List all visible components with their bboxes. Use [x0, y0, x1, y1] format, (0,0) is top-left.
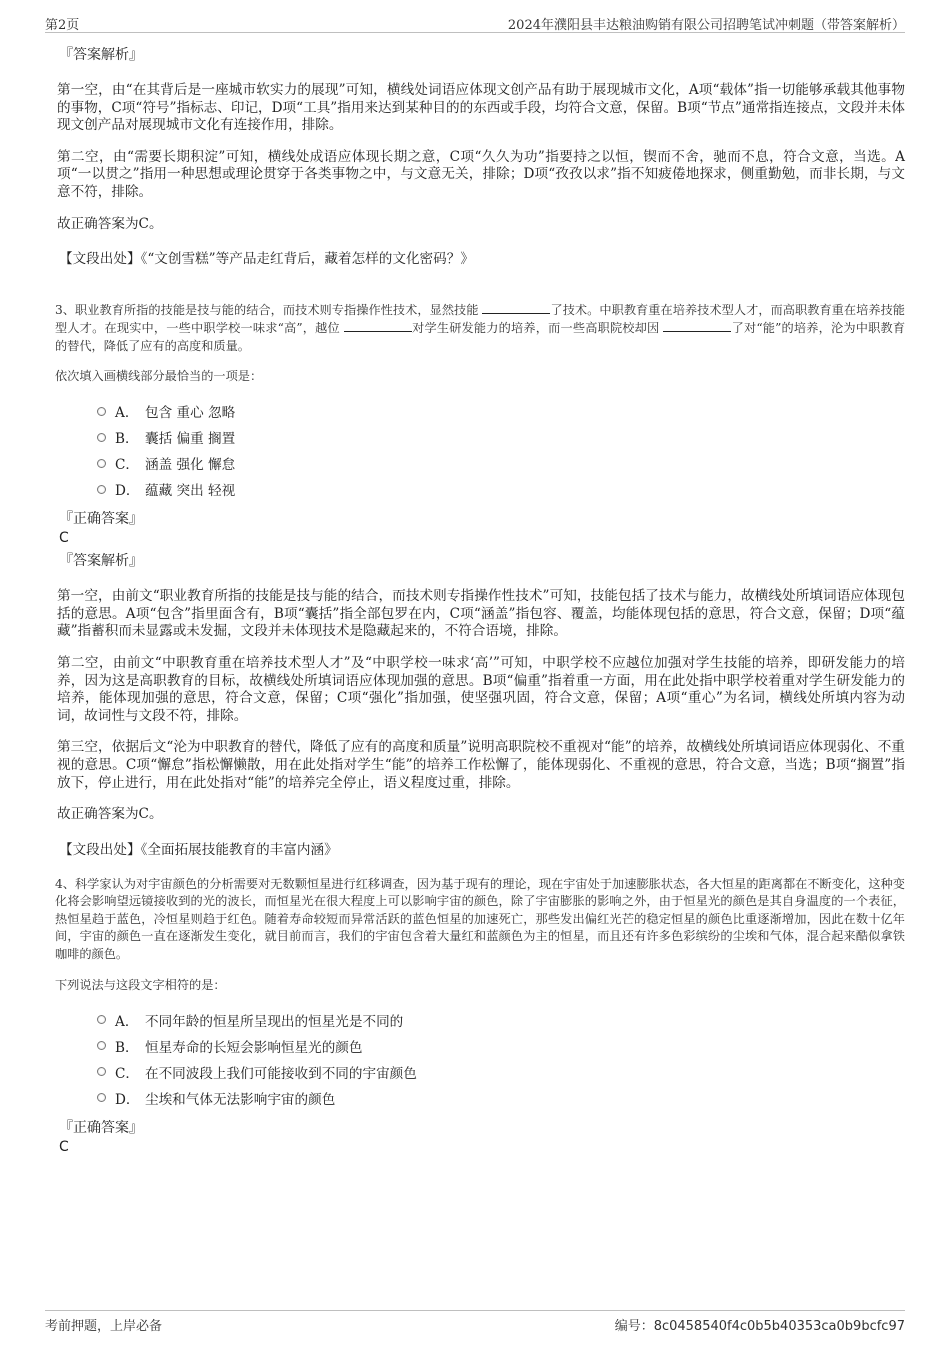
- page-header: [45, 12, 905, 33]
- question-4-text: 4、科学家认为对宇宙颜色的分析需要对无数颗恒星进行红移调查，因为基于现有的理论，现在宇宙处于加速膨胀状态，各大恒星的距离都在不断变化，这种变化将会影响望远镜接收到的光的波长，而恒星光在很大程度上可以影响宇宙的颜色，除了宇宙膨胀的影响之外，由于恒星光的颜色是其自身温度的一个表征，热恒星趋于蓝色，冷恒星则趋于红色。随着寿命较短而异常活跃的蓝色恒星的加速死亡，那些发出偏红光芒的稳定恒星的颜色比重逐渐增加，因此在数十亿年间，宇宙的颜色一直在逐渐发生变化，就目前而言，我们的宇宙包含着大量红和蓝颜色为主的恒星，而且还有许多色彩缤纷的尘埃和气体，混合起来酷似拿铁咖啡的颜色。: [55, 876, 905, 962]
- page-footer: [45, 1310, 905, 1333]
- option-b[interactable]: B． 囊括 偏重 搁置: [97, 424, 905, 450]
- analysis-paragraph: 第三空，依据后文“沦为中职教育的替代，降低了应有的高度和质量”说明高职院校不重视对“能”的培养，故横线处所填词语应体现弱化、不重视的意思。C项“懈怠”指松懈懒散，用在此处指对学生“能”的培养工作松懈了，能体现弱化、不重视的意思，符合文意，当选；B项“搁置”指放下，停止进行，用在此处指对“能”的培养完全停止，语义程度过重，排除。: [57, 739, 905, 791]
- answer-analysis-label: 『答案解析』: [59, 553, 143, 570]
- blank-2: [344, 319, 412, 332]
- analysis-paragraph: 第一空，由前文“职业教育所指的技能是技与能的结合，而技术则专指操作性技术”可知，技能包括了技术与能力，故横线处所填词语应体现包括的意思。A项“包含”指里面含有，B项“囊括”指全部包罗在内，C项“涵盖”指包容、覆盖，均能体现包括的意思，符合文意，保留；D项“蕴藏”指蓄积而未显露或未发掘，文段并未体现技术是隐藏起来的，不符合语境，排除。: [57, 588, 905, 640]
- option-d[interactable]: D． 尘埃和气体无法影响宇宙的颜色: [97, 1085, 905, 1111]
- correct-answer-label: 『正确答案』: [59, 1119, 143, 1136]
- correct-answer: C: [59, 530, 69, 547]
- analysis-paragraph: 第二空，由“需要长期积淀”可知，横线处成语应体现长期之意，C项“久久为功”指要持之以恒，锲而不舍，驰而不息，符合文意，当选。A项“一以贯之”指用一种思想或理论贯穿于各类事物之中，与文意无关，排除；D项“孜孜以求”指不知疲倦地探求，侧重勤勉，而非长期，与文意不符，排除。: [57, 148, 905, 200]
- question-3-text: 3、职业教育所指的技能是技与能的结合，而技术则专指操作性技术，显然技能 了技术。中职教育重在培养技术型人才，而高职教育重在培养技能型人才。在现实中，一些中职学校一味求“高”，越位 对学生研发能力的培养，而一些高职院校却因 了对“能”的培养，沦为中职教育的替代，降低了应有的高度和质量。: [55, 303, 906, 354]
- footer-slogan: 考前押题，上岸必备: [45, 1319, 163, 1334]
- question-4-prompt: 下列说法与这段文字相符的是：: [55, 977, 226, 992]
- option-a[interactable]: A． 包含 重心 忽略: [97, 398, 905, 424]
- question-4-options: [97, 1007, 905, 1111]
- analysis-conclusion: 故正确答案为C。: [57, 215, 163, 232]
- radio-icon[interactable]: [97, 407, 106, 416]
- radio-icon[interactable]: [97, 459, 106, 468]
- radio-icon[interactable]: [97, 1093, 106, 1102]
- document-title: 2024年濮阳县丰达粮油购销有限公司招聘笔试冲刺题（带答案解析）: [507, 18, 905, 33]
- analysis-conclusion: 故正确答案为C。: [57, 806, 163, 823]
- document-code: 编号：8c0458540f4c0b5b40353ca0b9bcfc97: [614, 1319, 905, 1334]
- source-citation: 【文段出处】《“文创雪糕”等产品走红背后，藏着怎样的文化密码？》: [59, 251, 474, 268]
- radio-icon[interactable]: [97, 485, 106, 494]
- question-3-options: [97, 398, 905, 502]
- analysis-paragraph: 第二空，由前文“中职教育重在培养技术型人才”及“中职学校一味求‘高’”可知，中职学校不应越位加强对学生技能的培养，即研发能力的培养，因为这是高职教育的目标，故横线处所填词语应体现加强的意思。B项“偏重”指着重一方面，用在此处指中职学校着重对学生研发能力的培养，能体现加强的意思，符合文意，保留；C项“强化”指加强，使坚强巩固，符合文意，保留；A项“重心”为名词，横线处所填内容为动词，故词性与文段不符，排除。: [57, 654, 905, 724]
- radio-icon[interactable]: [97, 1015, 106, 1024]
- option-c[interactable]: C． 在不同波段上我们可能接收到不同的宇宙颜色: [97, 1059, 905, 1085]
- radio-icon[interactable]: [97, 1041, 106, 1050]
- blank-1: [482, 301, 550, 314]
- radio-icon[interactable]: [97, 1067, 106, 1076]
- correct-answer: C: [59, 1138, 69, 1155]
- correct-answer-label: 『正确答案』: [59, 511, 143, 528]
- source-citation: 【文段出处】《全面拓展技能教育的丰富内涵》: [59, 841, 338, 858]
- analysis-paragraph: 第一空，由“在其背后是一座城市软实力的展现”可知，横线处词语应体现文创产品有助于展现城市文化，A项“载体”指一切能够承载其他事物的事物，C项“符号”指标志、印记，D项“工具”指用来达到某种目的的东西或手段，均符合文意，保留。B项“节点”通常指连接点，文段并未体现文创产品对展现城市文化有连接作用，排除。: [57, 82, 905, 134]
- page-number: 第2页: [45, 18, 80, 33]
- option-c[interactable]: C． 涵盖 强化 懈怠: [97, 450, 905, 476]
- blank-3: [663, 319, 731, 332]
- question-3-prompt: 依次填入画横线部分最恰当的一项是：: [55, 369, 263, 384]
- page-content: [57, 44, 905, 1161]
- radio-icon[interactable]: [97, 433, 106, 442]
- option-a[interactable]: A． 不同年龄的恒星所呈现出的恒星光是不同的: [97, 1007, 905, 1033]
- answer-analysis-label: 『答案解析』: [59, 47, 143, 63]
- option-b[interactable]: B． 恒星寿命的长短会影响恒星光的颜色: [97, 1033, 905, 1059]
- option-d[interactable]: D． 蕴藏 突出 轻视: [97, 476, 905, 502]
